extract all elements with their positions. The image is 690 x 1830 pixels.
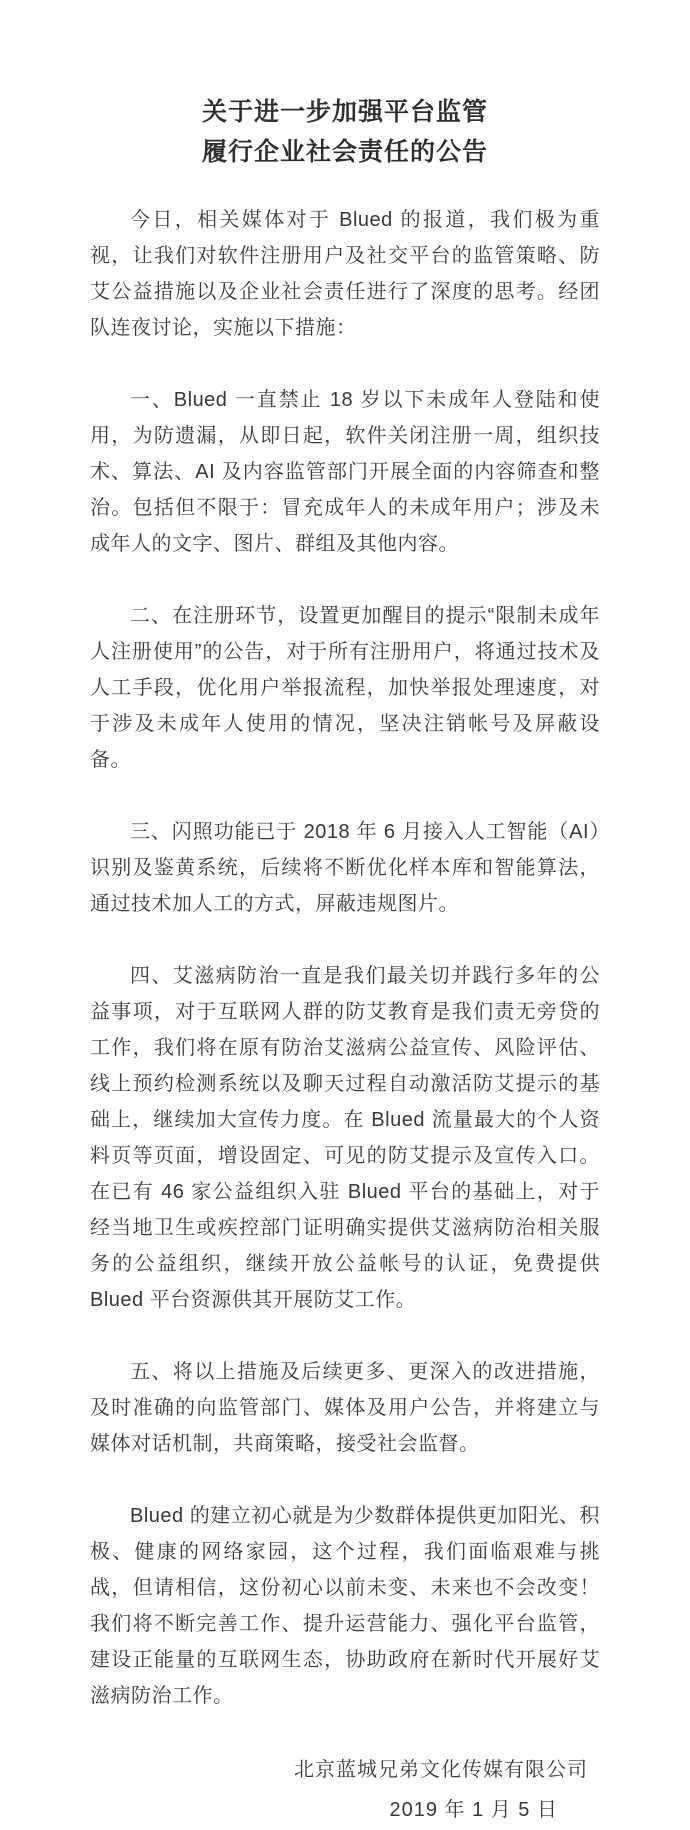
paragraph-intro: 今日，相关媒体对于 Blued 的报道，我们极为重视，让我们对软件注册用户及社交平台的监管策略、防艾公益措施以及企业社会责任进行了深度的思考。经团队连夜讨论，实施以下措施： [90,209,600,339]
paragraph-closing: Blued 的建立初心就是为少数群体提供更加阳光、积极、健康的网络家园，这个过程，我们面临艰难与挑战，但请相信，这份初心以前未变、未来也不会改变！我们将不断完善工作、提升运营能力、强化平台监管，建设正能量的互联网生态，协助政府在新时代开展好艾滋病防治工作。 [90,1505,600,1707]
title-line-2: 履行企业社会责任的公告 [201,138,488,166]
paragraph-measure-5: 五、将以上措施及后续更多、更深入的改进措施，及时准确的向监管部门、媒体及用户公告，并将建立与媒体对话机制，共商策略，接受社会监督。 [90,1361,600,1455]
paragraph-measure-3: 三、闪照功能已于 2018 年 6 月接入人工智能（AI）识别及鉴黄系统，后续将不断优化样本库和智能算法，通过技术加人工的方式，屏蔽违规图片。 [90,821,600,915]
document-title [90,92,600,172]
paragraph-measure-4: 四、艾滋病防治一直是我们最关切并践行多年的公益事项，对于互联网人群的防艾教育是我们责无旁贷的工作，我们将在原有防治艾滋病公益宣传、风险评估、线上预约检测系统以及聊天过程自动激活防艾提示的基础上，继续加大宣传力度。在 Blued 流量最大的个人资料页等页面，增设固定、可见的防艾提示及宣传入口。在已有 46 家公益组织入驻 Blued 平台的基础上，对于经当地卫生或疾控部门证明确实提供艾滋病防治相关服务的公益组织，继续开放公益帐号的认证，免费提供 Blued 平台资源供其开展防艾工作。 [90,965,600,1311]
signature-block [90,1750,600,1830]
title-line-1: 关于进一步加强平台监管 [201,98,488,126]
paragraph-measure-2: 二、在注册环节，设置更加醒目的提示“限制未成年人注册使用”的公告，对于所有注册用户，将通过技术及人工手段，优化用户举报流程，加快举报处理速度，对于涉及未成年人使用的情况，坚决注销帐号及屏蔽设备。 [90,605,600,771]
signature-company: 北京蓝城兄弟文化传媒有限公司 [294,1759,588,1781]
paragraph-measure-1: 一、Blued 一直禁止 18 岁以下未成年人登陆和使用，为防遗漏，从即日起，软件关闭注册一周，组织技术、算法、AI 及内容监管部门开展全面的内容筛查和整治。包括但不限于：冒充成年人的未成年用户；涉及未成年人的文字、图片、群组及其他内容。 [90,389,600,555]
signature-date: 2019 年 1 月 5 日 [389,1799,558,1821]
